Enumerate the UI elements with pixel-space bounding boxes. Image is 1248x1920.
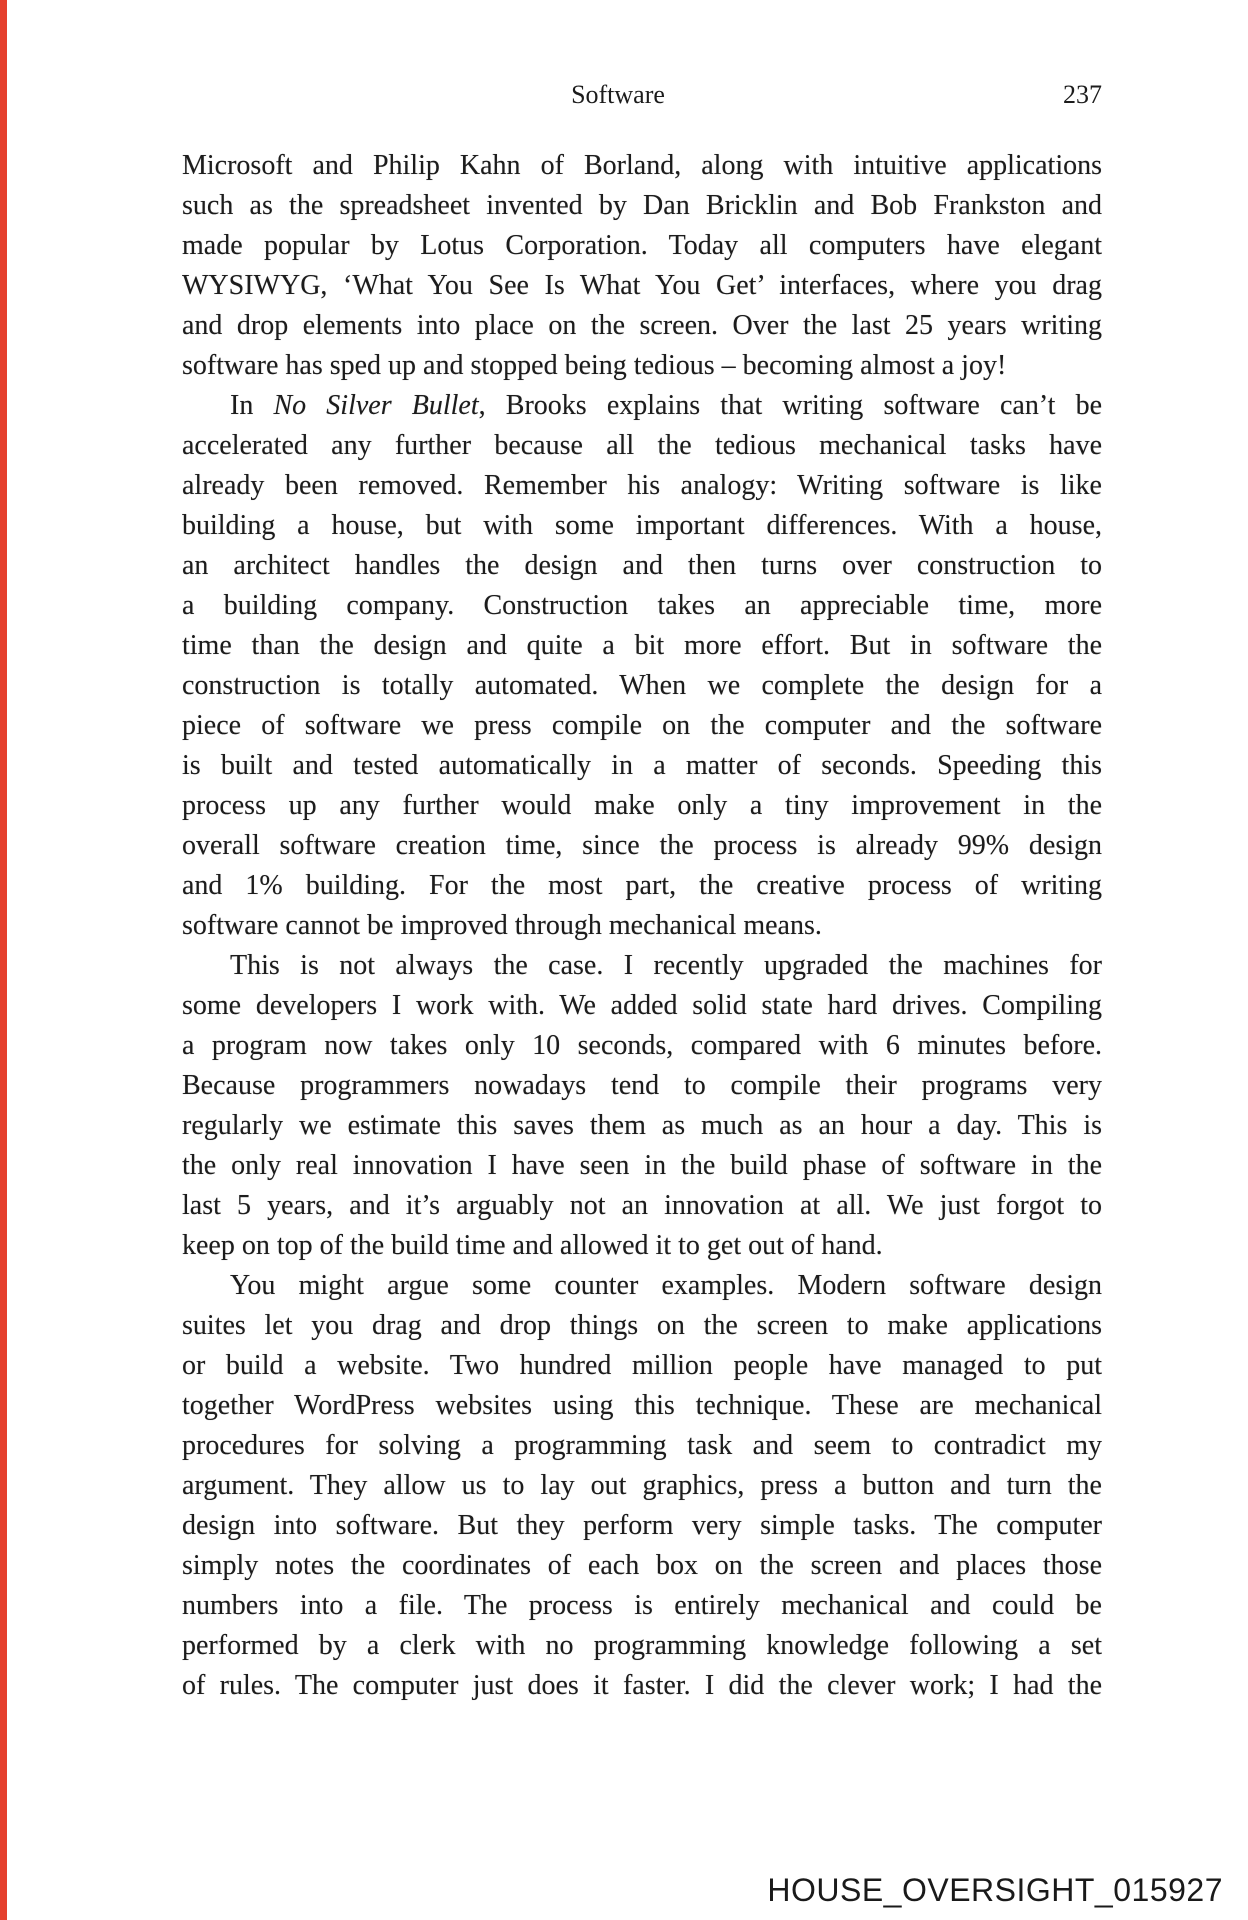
text-line: last 5 years, and it’s arguably not an innovation at all. We just forgot to	[182, 1190, 1102, 1221]
text-line: numbers into a file. The process is entirely mechanical and could be	[182, 1590, 1102, 1621]
text-line: software has sped up and stopped being tedious – becoming almost a joy!	[182, 350, 1007, 381]
text-line: some developers I work with. We added solid state hard drives. Compiling	[182, 990, 1102, 1021]
text-line: accelerated any further because all the tedious mechanical tasks have	[182, 430, 1102, 461]
text-line: Microsoft and Philip Kahn of Borland, along with intuitive applications	[182, 150, 1102, 181]
text-line: simply notes the coordinates of each box on the screen and places those	[182, 1550, 1102, 1581]
text-line: process up any further would make only a tiny improvement in the	[182, 790, 1102, 821]
text-line: a program now takes only 10 seconds, compared with 6 minutes before.	[182, 1030, 1102, 1061]
text-line: is built and tested automatically in a matter of seconds. Speeding this	[182, 750, 1102, 781]
book-page	[182, 0, 1102, 1920]
text-line: made popular by Lotus Corporation. Today all computers have elegant	[182, 230, 1102, 261]
text-line: suites let you drag and drop things on the screen to make applications	[182, 1310, 1102, 1341]
text-line: This is not always the case. I recently upgraded the machines for	[230, 950, 1102, 981]
text-line: construction is totally automated. When we complete the design for a	[182, 670, 1102, 701]
running-header	[182, 80, 1102, 110]
book-title-italic: No Silver Bullet	[273, 390, 479, 421]
text-line: such as the spreadsheet invented by Dan Bricklin and Bob Frankston and	[182, 190, 1102, 221]
text-line: a building company. Construction takes an appreciable time, more	[182, 590, 1102, 621]
text-line: overall software creation time, since the process is already 99% design	[182, 830, 1102, 861]
text-line: Because programmers nowadays tend to compile their programs very	[182, 1070, 1102, 1101]
text-line: an architect handles the design and then turns over construction to	[182, 550, 1102, 581]
text-line: procedures for solving a programming task and seem to contradict my	[182, 1430, 1102, 1461]
text-line: building a house, but with some important differences. With a house,	[182, 510, 1102, 541]
page-number: 237	[1063, 80, 1102, 109]
text-line: and 1% building. For the most part, the creative process of writing	[182, 870, 1102, 901]
text-line: the only real innovation I have seen in the build phase of software in the	[182, 1150, 1102, 1181]
text-line: time than the design and quite a bit more effort. But in software the	[182, 630, 1102, 661]
text-line: software cannot be improved through mechanical means.	[182, 910, 822, 941]
text-line: together WordPress websites using this technique. These are mechanical	[182, 1390, 1102, 1421]
running-header-title: Software	[571, 80, 665, 109]
bates-stamp: HOUSE_OVERSIGHT_015927	[767, 1872, 1223, 1908]
text-line: design into software. But they perform very simple tasks. The computer	[182, 1510, 1102, 1541]
text-line: regularly we estimate this saves them as much as an hour a day. This is	[182, 1110, 1102, 1141]
text-line: keep on top of the build time and allowed it to get out of hand.	[182, 1230, 883, 1261]
text-line: of rules. The computer just does it faster. I did the clever work; I had the	[182, 1670, 1102, 1701]
text-line: already been removed. Remember his analogy: Writing software is like	[182, 470, 1102, 501]
text-line: and drop elements into place on the screen. Over the last 25 years writing	[182, 310, 1102, 341]
text-block	[182, 146, 1102, 1706]
text-line: You might argue some counter examples. Modern software design	[230, 1270, 1102, 1301]
text-line: In No Silver Bullet, Brooks explains that writing software can’t be	[230, 390, 1102, 421]
text-line: argument. They allow us to lay out graphics, press a button and turn the	[182, 1470, 1102, 1501]
text-line: piece of software we press compile on the computer and the software	[182, 710, 1102, 741]
text-line: or build a website. Two hundred million people have managed to put	[182, 1350, 1102, 1381]
left-edge-red-bar	[0, 0, 7, 1920]
text-line: performed by a clerk with no programming knowledge following a set	[182, 1630, 1102, 1661]
text-line: WYSIWYG, ‘What You See Is What You Get’ interfaces, where you drag	[182, 270, 1102, 301]
